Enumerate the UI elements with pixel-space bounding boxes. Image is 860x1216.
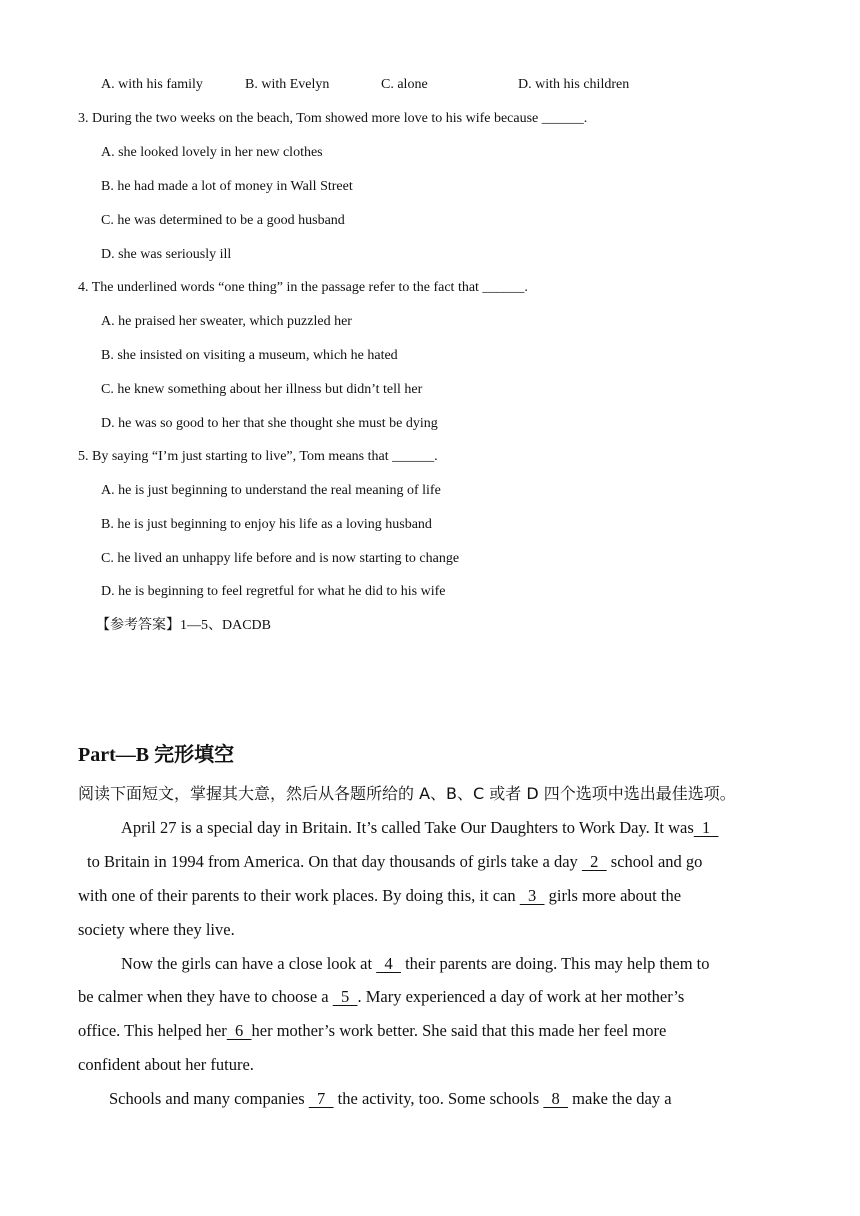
passage-line-6 [78,986,684,1008]
q4-stem: 4. The underlined words “one thing” in the passage refer to the fact that ______. [78,280,528,295]
q4-option-b: B. she insisted on visiting a museum, which he hated [101,348,398,363]
line-text: school and go [606,852,703,871]
q4-option-a: A. he praised her sweater, which puzzled her [101,314,352,329]
blank-6: 6 [226,1021,252,1040]
line-text: society where they live. [78,920,235,939]
blank-8: 8 [543,1089,569,1108]
passage-line-9 [109,1088,672,1110]
line-text: confident about her future. [78,1055,254,1074]
blank-3: 3 [519,886,545,905]
q3-option-a: A. she looked lovely in her new clothes [101,145,323,160]
q3-option-c: C. he was determined to be a good husband [101,213,345,228]
instruction: 阅读下面短文，掌握其大意，然后从各题所给的 A、B、C 或者 D 四个选项中选出最佳选项。 [78,784,736,803]
q2-option-c: C. alone [381,77,428,92]
line-text: Schools and many companies [109,1089,309,1108]
q4-option-d: D. he was so good to her that she thought she must be dying [101,416,438,431]
answer-key: 【参考答案】1—5、DACDB [96,618,272,633]
q5-option-d: D. he is beginning to feel regretful for what he did to his wife [101,584,446,599]
q5-option-a: A. he is just beginning to understand the real meaning of life [101,483,441,498]
passage-line-3 [78,885,681,907]
q2-option-b: B. with Evelyn [245,77,330,92]
line-text: to Britain in 1994 from America. On that day thousands of girls take a day [87,852,582,871]
blank-1: 1 [693,818,719,837]
line-text: her mother’s work better. She said that this made her feel more [251,1021,667,1040]
q3-option-d: D. she was seriously ill [101,247,232,262]
passage-line-8 [78,1054,254,1076]
q3-stem: 3. During the two weeks on the beach, Tom showed more love to his wife because ______. [78,111,588,126]
q5-stem: 5. By saying “I’m just starting to live”, Tom means that ______. [78,449,438,464]
line-text: be calmer when they have to choose a [78,987,333,1006]
line-text: with one of their parents to their work places. By doing this, it can [78,886,520,905]
passage-line-2 [87,851,702,873]
q2-options [0,76,860,94]
q5-option-b: B. he is just beginning to enjoy his life as a loving husband [101,517,432,532]
line-text: . Mary experienced a day of work at her mother’s [357,987,685,1006]
line-text: Now the girls can have a close look at [121,954,377,973]
blank-7: 7 [308,1089,334,1108]
line-text: office. This helped her [78,1021,227,1040]
line-text: the activity, too. Some schools [333,1089,544,1108]
section-heading: Part—B 完形填空 [78,744,235,766]
blank-4: 4 [376,954,401,973]
passage-line-5 [121,953,710,975]
line-text: make the day a [568,1089,672,1108]
line-text: their parents are doing. This may help them to [400,954,710,973]
q2-option-a: A. with his family [101,77,203,92]
q3-option-b: B. he had made a lot of money in Wall Street [101,179,353,194]
blank-5: 5 [332,987,358,1006]
q4-option-c: C. he knew something about her illness but didn’t tell her [101,382,423,397]
q5-option-c: C. he lived an unhappy life before and is now starting to change [101,551,460,566]
passage-line-4 [78,919,235,941]
passage-line-7 [78,1020,666,1042]
line-text: girls more about the [544,886,682,905]
q2-option-d: D. with his children [518,77,630,92]
line-text: April 27 is a special day in Britain. It’s called Take Our Daughters to Work Day. It was [121,818,694,837]
blank-2: 2 [581,852,607,871]
passage-line-1 [121,817,719,839]
